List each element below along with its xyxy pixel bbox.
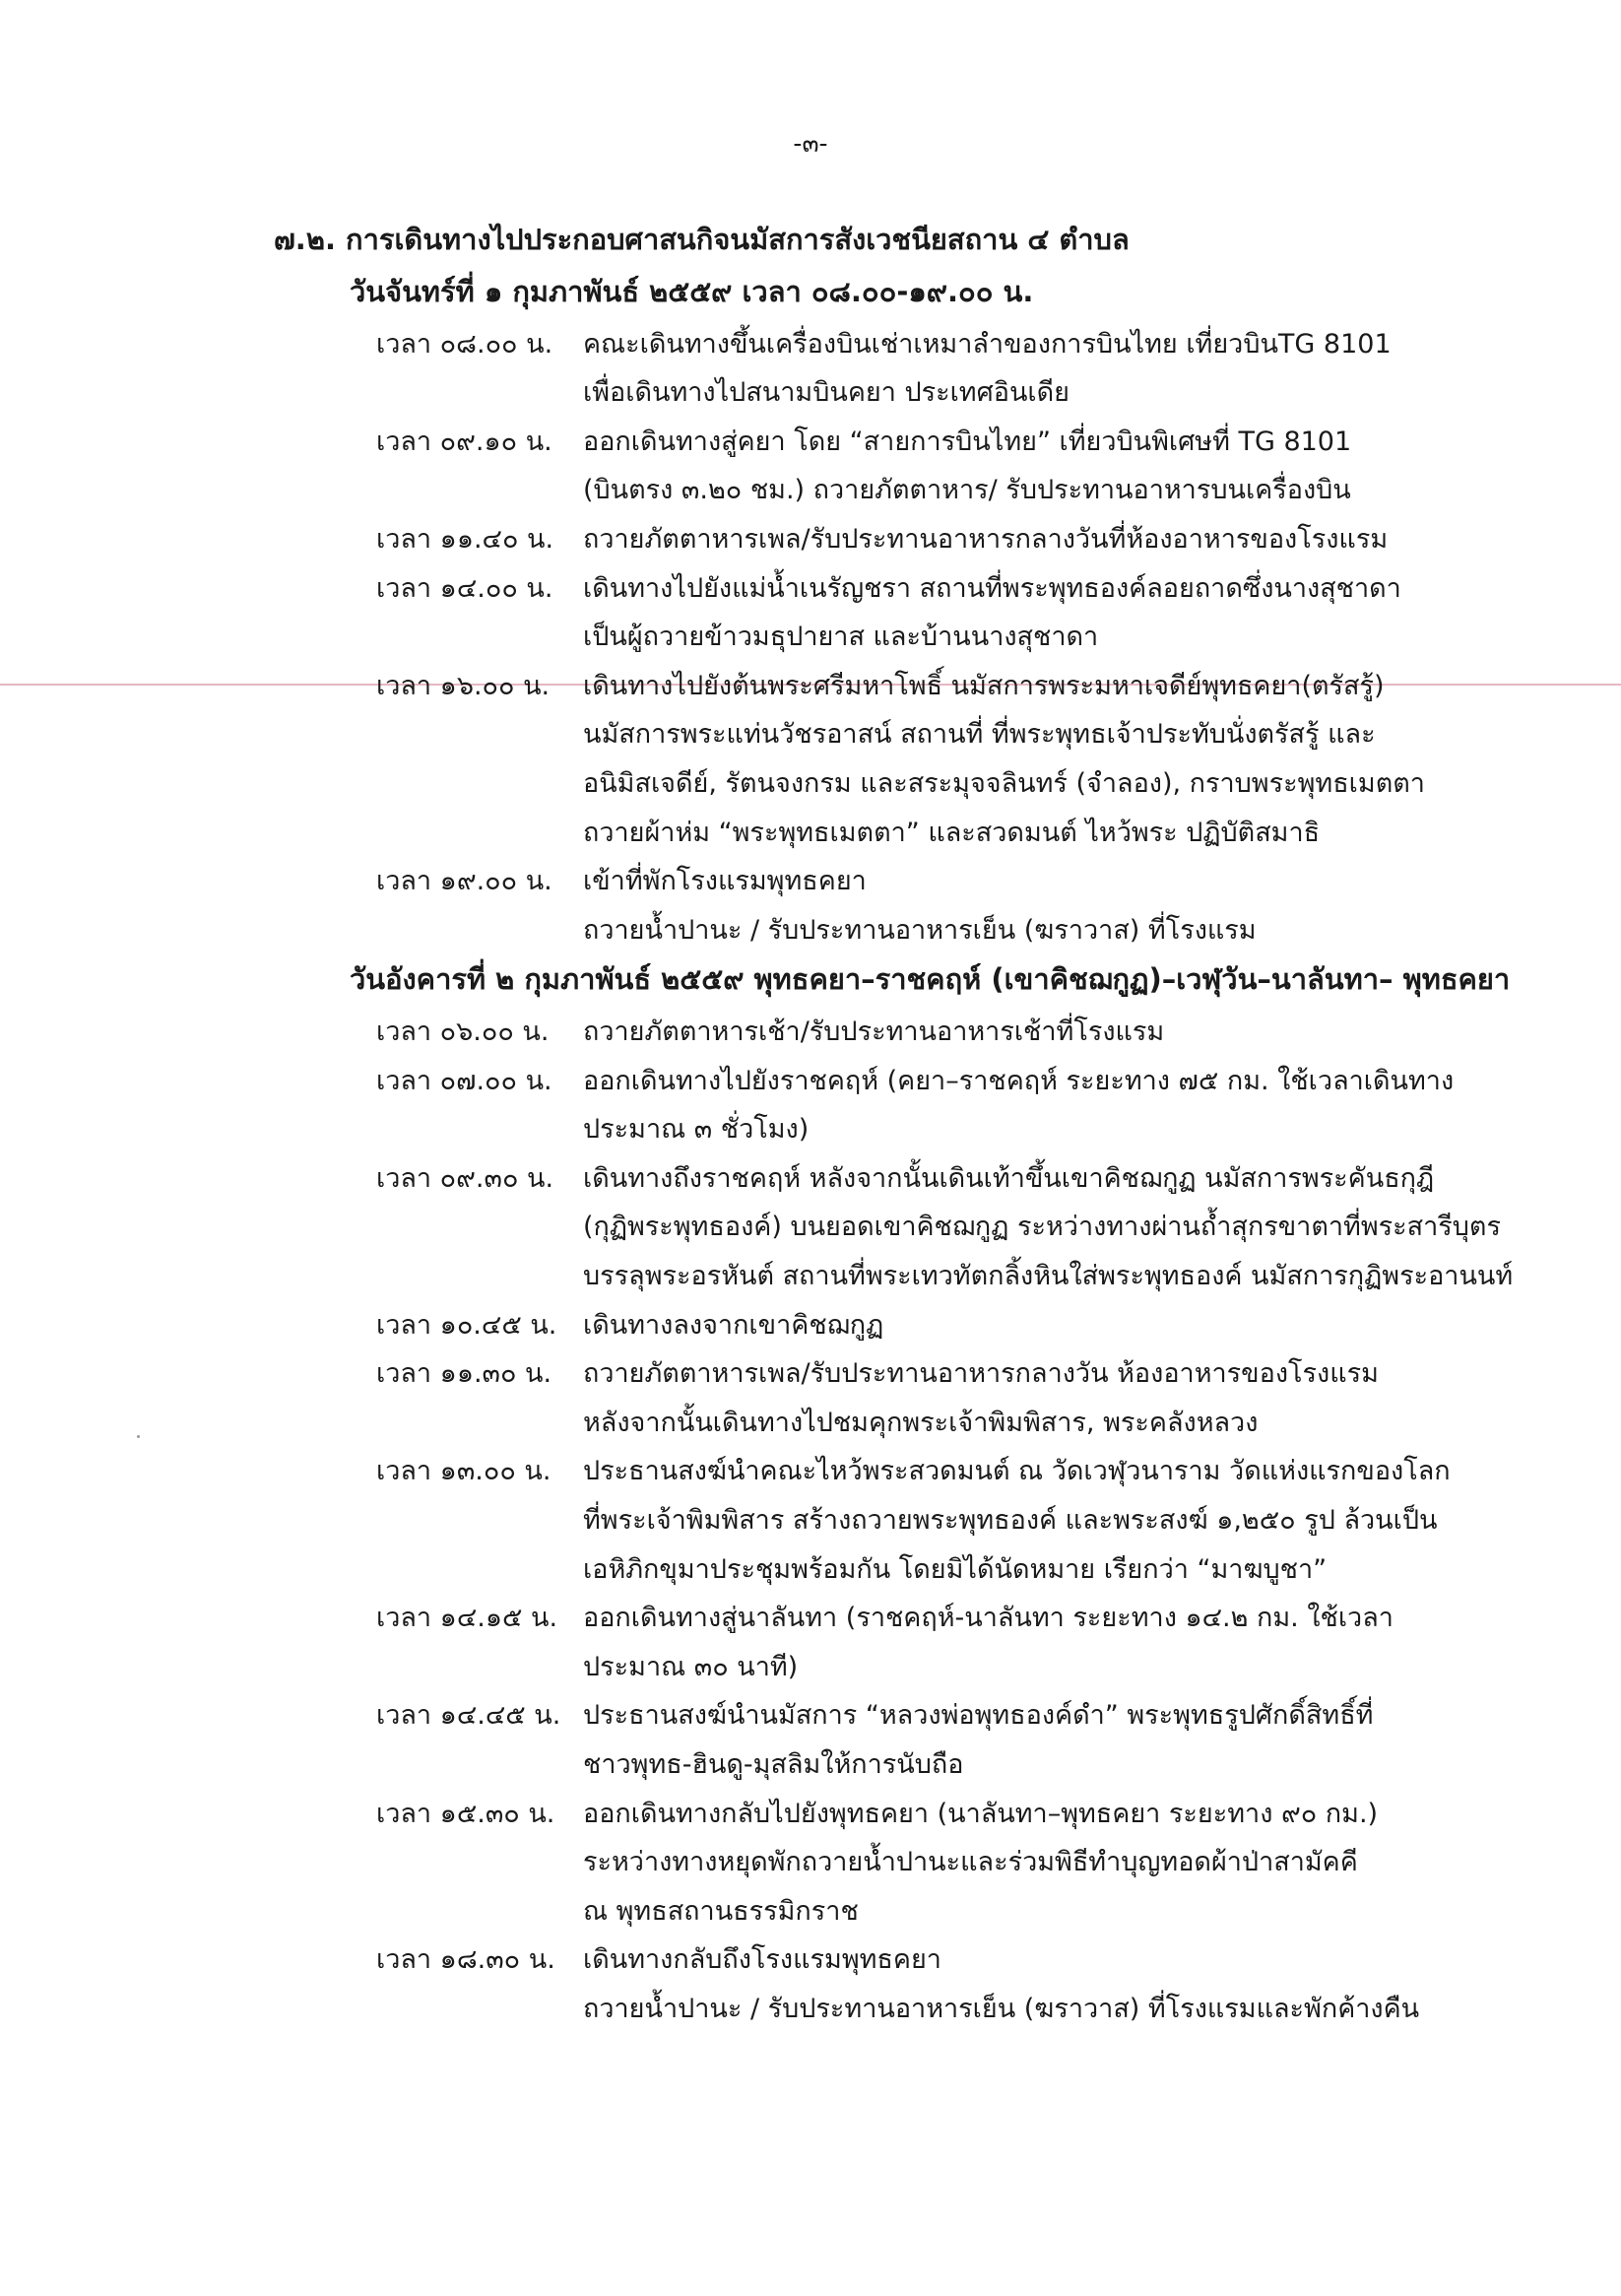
schedule-text-line: อนิมิสเจดีย์, รัตนจงกรม และสระมุจจลินทร์ (จำลอง), กราบพระพุทธเมตตา <box>583 768 1425 799</box>
schedule-text-line: ถวายภัตตาหารเพล/รับประทานอาหารกลางวัน ห้องอาหารของโรงแรม <box>583 1358 1379 1390</box>
schedule-text-line: เอหิภิกขุมาประชุมพร้อมกัน โดยมิได้นัดหมาย เรียกว่า “มาฆบูชา” <box>583 1553 1328 1585</box>
schedule-text-line: เดินทางลงจากเขาคิชฌกูฏ <box>583 1309 884 1341</box>
section-heading: ๗.๒. การเดินทางไปประกอบศาสนกิจนมัสการสังเวชนียสถาน ๔ ตำบล <box>274 223 1130 256</box>
schedule-text-line: ประมาณ ๓๐ นาที) <box>583 1651 799 1682</box>
schedule-text-line: ชาวพุทธ-ฮินดู-มุสลิมให้การนับถือ <box>583 1749 964 1780</box>
day-heading: วันจันทร์ที่ ๑ กุมภาพันธ์ ๒๕๕๙ เวลา ๐๘.๐๐-๑๙.๐๐ น. <box>350 275 1034 308</box>
schedule-time: เวลา ๑๖.๐๐ น. <box>376 670 551 701</box>
schedule-text-line: เดินทางไปยังแม่น้ำเนรัญชรา สถานที่พระพุทธองค์ลอยถาดซึ่งนางสุชาดา <box>583 572 1401 604</box>
schedule-time: เวลา ๑๕.๓๐ น. <box>376 1798 555 1829</box>
schedule-text-line: หลังจากนั้นเดินทางไปชมคุกพระเจ้าพิมพิสาร, พระคลังหลวง <box>583 1407 1259 1438</box>
schedule-time: เวลา ๑๑.๔๐ น. <box>376 524 554 555</box>
schedule-text-line: ประมาณ ๓ ชั่วโมง) <box>583 1114 810 1146</box>
schedule-text-line: ถวายภัตตาหารเช้า/รับประทานอาหารเช้าที่โรงแรม <box>583 1017 1165 1047</box>
schedule-text-line: เป็นผู้ถวายข้าวมธุปายาส และบ้านนางสุชาดา <box>583 622 1099 653</box>
schedule-text-line: ถวายน้ำปานะ / รับประทานอาหารเย็น (ฆราวาส) ที่โรงแรม <box>583 914 1257 946</box>
schedule-time: เวลา ๐๘.๐๐ น. <box>376 328 553 360</box>
schedule-text-line: นมัสการพระแท่นวัชรอาสน์ สถานที่ ที่พระพุทธเจ้าประทับนั่งตรัสรู้ และ <box>583 719 1376 751</box>
schedule-text-line: ออกเดินทางสู่คยา โดย “สายการบินไทย” เที่ยวบินพิเศษที่ TG 8101 <box>583 426 1352 457</box>
schedule-time: เวลา ๑๓.๐๐ น. <box>376 1456 551 1487</box>
schedule-text-line: ออกเดินทางไปยังราชคฤห์ (คยา–ราชคฤห์ ระยะทาง ๗๕ กม. ใช้เวลาเดินทาง <box>583 1065 1455 1096</box>
schedule-text-line: ณ พุทธสถานธรรมิกราช <box>583 1895 859 1927</box>
schedule-text-line: เดินทางไปยังต้นพระศรีมหาโพธิ์ นมัสการพระมหาเจดีย์พุทธคยา(ตรัสรู้) <box>583 670 1385 701</box>
schedule-text-line: (บินตรง ๓.๒๐ ชม.) ถวายภัตตาหาร/ รับประทานอาหารบนเครื่องบิน <box>583 475 1351 506</box>
schedule-time: เวลา ๑๐.๔๕ น. <box>376 1309 557 1341</box>
schedule-text-line: คณะเดินทางขึ้นเครื่องบินเช่าเหมาลำของการบินไทย เที่ยวบินTG 8101 <box>583 328 1392 360</box>
schedule-text-line: เดินทางถึงราชคฤห์ หลังจากนั้นเดินเท้าขึ้นเขาคิชฌกูฏ นมัสการพระคันธกุฎี <box>583 1162 1435 1194</box>
schedule-time: เวลา ๐๙.๑๐ น. <box>376 426 552 457</box>
schedule-text-line: ออกเดินทางสู่นาลันทา (ราชคฤห์-นาลันทา ระยะทาง ๑๔.๒ กม. ใช้เวลา <box>583 1603 1394 1634</box>
schedule-time: เวลา ๑๑.๓๐ น. <box>376 1358 552 1390</box>
schedule-time: เวลา ๑๔.๑๕ น. <box>376 1603 558 1634</box>
page-number: -๓- <box>793 129 828 158</box>
schedule-text-line: ถวายภัตตาหารเพล/รับประทานอาหารกลางวันที่ห้องอาหารของโรงแรม <box>583 524 1389 555</box>
schedule-text-line: ที่พระเจ้าพิมพิสาร สร้างถวายพระพุทธองค์ และพระสงฆ์ ๑,๒๕๐ รูป ล้วนเป็น <box>583 1505 1438 1536</box>
schedule-text-line: เข้าที่พักโรงแรมพุทธคยา <box>583 866 867 897</box>
scan-speck <box>137 1435 140 1438</box>
schedule-text-line: เดินทางกลับถึงโรงแรมพุทธคยา <box>583 1944 941 1976</box>
day-heading: วันอังคารที่ ๒ กุมภาพันธ์ ๒๕๕๙ พุทธคยา–ราชคฤห์ (เขาคิชฌกูฏ)–เวฬุวัน–นาลันทา– พุทธคยา <box>350 962 1511 997</box>
schedule-text-line: ถวายน้ำปานะ / รับประทานอาหารเย็น (ฆราวาส) ที่โรงแรมและพักค้างคืน <box>583 1994 1420 2024</box>
schedule-text-line: บรรลุพระอรหันต์ สถานที่พระเทวทัตกลิ้งหินใส่พระพุทธองค์ นมัสการกุฏิพระอานนท์ <box>583 1261 1514 1291</box>
schedule-text-line: ประธานสงฆ์นำคณะไหว้พระสวดมนต์ ณ วัดเวฬุวนาราม วัดแห่งแรกของโลก <box>583 1456 1451 1487</box>
schedule-time: เวลา ๐๙.๓๐ น. <box>376 1162 554 1194</box>
schedule-time: เวลา ๐๗.๐๐ น. <box>376 1065 552 1096</box>
schedule-text-line: ถวายผ้าห่ม “พระพุทธเมตตา” และสวดมนต์ ไหว้พระ ปฏิบัติสมาธิ <box>583 817 1321 848</box>
schedule-text-line: ระหว่างทางหยุดพักถวายน้ำปานะและร่วมพิธีทำบุญทอดผ้าป่าสามัคคี <box>583 1847 1358 1878</box>
schedule-text-line: เพื่อเดินทางไปสนามบินคยา ประเทศอินเดีย <box>583 377 1070 409</box>
schedule-time: เวลา ๑๔.๐๐ น. <box>376 572 553 604</box>
schedule-text-line: ออกเดินทางกลับไปยังพุทธคยา (นาลันทา–พุทธคยา ระยะทาง ๙๐ กม.) <box>583 1798 1379 1829</box>
schedule-text-line: ประธานสงฆ์นำนมัสการ “หลวงพ่อพุทธองค์ดำ” พระพุทธรูปศักดิ์สิทธิ์ที่ <box>583 1700 1374 1732</box>
schedule-time: เวลา ๑๔.๔๕ น. <box>376 1700 561 1732</box>
schedule-time: เวลา ๐๖.๐๐ น. <box>376 1017 550 1047</box>
schedule-time: เวลา ๑๙.๐๐ น. <box>376 866 552 897</box>
schedule-time: เวลา ๑๘.๓๐ น. <box>376 1944 555 1976</box>
schedule-text-line: (กุฏิพระพุทธองค์) บนยอดเขาคิชฌกูฏ ระหว่างทางผ่านถ้ำสุกรขาตาที่พระสารีบุตร <box>583 1212 1501 1243</box>
